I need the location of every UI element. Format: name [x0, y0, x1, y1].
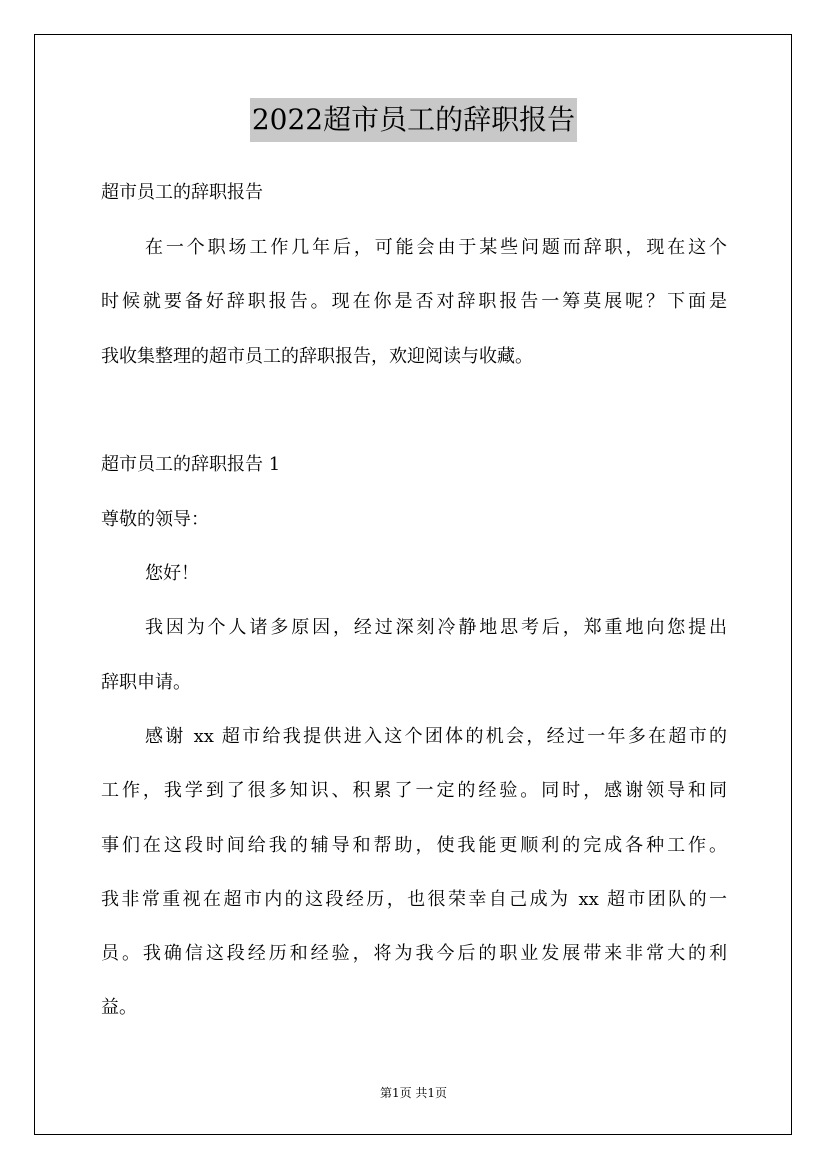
document-title: 2022超市员工的辞职报告 — [250, 98, 577, 142]
title-container — [0, 98, 827, 142]
section-heading: 超市员工的辞职报告 1 — [101, 454, 281, 475]
greeting: 您好！ — [145, 563, 199, 584]
paragraph2-line-3: 事们在这段时间给我的辅导和帮助，使我能更顺利的完成各种工作。 — [101, 835, 727, 856]
paragraph2-line-1: 感谢 xx 超市给我提供进入这个团体的机会，经过一年多在超市的 — [145, 726, 727, 747]
page-number: 第1页 共1页 — [379, 1086, 448, 1100]
paragraph1-line-2: 辞职申请。 — [101, 672, 191, 693]
paragraph2-line-5: 员。我确信这段经历和经验，将为我今后的职业发展带来非常大的利 — [101, 943, 727, 964]
intro-line-2: 时候就要备好辞职报告。现在你是否对辞职报告一筹莫展呢？下面是 — [101, 291, 727, 312]
paragraph2-line-2: 工作，我学到了很多知识、积累了一定的经验。同时，感谢领导和同 — [101, 780, 727, 801]
paragraph1-line-1: 我因为个人诸多原因，经过深刻冷静地思考后，郑重地向您提出 — [145, 617, 727, 638]
intro-line-1: 在一个职场工作几年后，可能会由于某些问题而辞职，现在这个 — [145, 237, 727, 258]
paragraph2-line-6: 益。 — [101, 997, 137, 1018]
document-subtitle: 超市员工的辞职报告 — [101, 182, 263, 203]
salutation: 尊敬的领导： — [101, 509, 209, 530]
paragraph2-line-4: 我非常重视在超市内的这段经历，也很荣幸自己成为 xx 超市团队的一 — [101, 889, 727, 910]
intro-line-3: 我收集整理的超市员工的辞职报告，欢迎阅读与收藏。 — [101, 346, 533, 367]
